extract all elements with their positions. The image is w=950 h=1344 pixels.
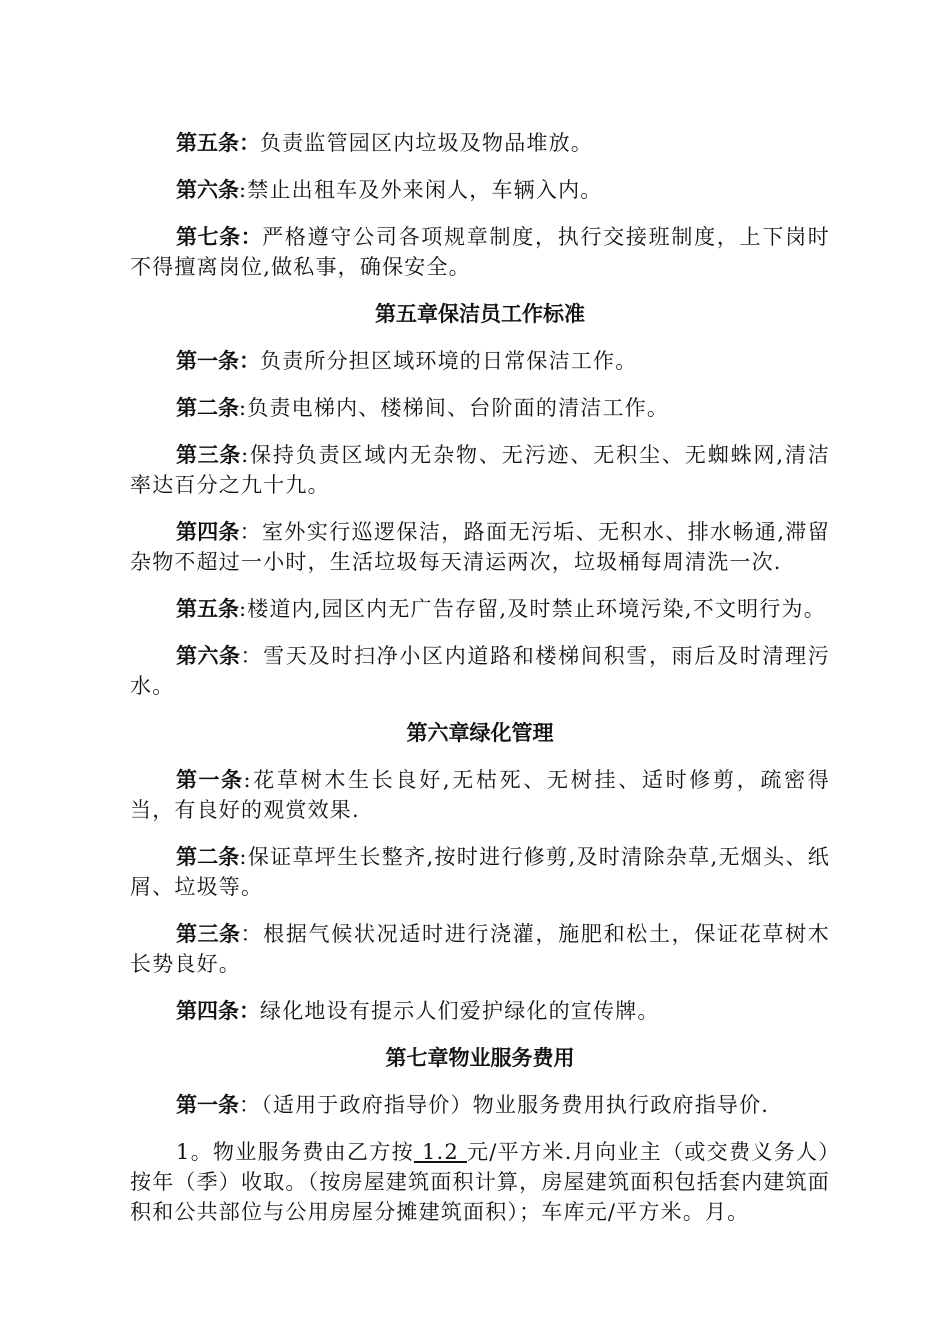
article-text: :保持负责区域内无杂物、无污迹、无积尘、无蜘蛛网,清洁率达百分之九十九。 xyxy=(130,443,831,497)
article-label: 第五条： xyxy=(176,131,260,155)
article-text: :禁止出租车及外来闲人，车辆入内。 xyxy=(239,178,603,202)
article-text: 负责监管园区内垃圾及物品堆放。 xyxy=(260,131,593,155)
article-label: 第一条： xyxy=(176,349,260,373)
article-paragraph xyxy=(130,393,830,423)
article-label: 第五条 xyxy=(176,597,239,621)
fee-paragraph xyxy=(130,1137,830,1227)
article-label: 第四条 xyxy=(176,520,240,544)
article-label: 第二条 xyxy=(176,845,240,869)
article-text: ：室外实行巡逻保洁，路面无污垢、无积水、排水畅通,滞留杂物不超过一小时，生活垃圾每天清运两次，垃圾桶每周清洗一次. xyxy=(130,520,831,574)
article-text: 负责所分担区域环境的日常保洁工作。 xyxy=(260,349,638,373)
article-paragraph xyxy=(130,641,830,701)
article-label: 第三条 xyxy=(176,443,242,467)
article-text: ：根据气候状况适时进行浇灌，施肥和松土，保证花草树木长势良好。 xyxy=(130,922,831,976)
article-label: 第六条 xyxy=(176,644,241,668)
article-label: 第六条 xyxy=(176,178,239,202)
fee-rate-value: 1.2 xyxy=(413,1140,467,1164)
article-paragraph xyxy=(130,440,830,500)
article-label: 第一条 xyxy=(176,768,244,792)
article-paragraph xyxy=(130,517,830,577)
article-label: 第七条： xyxy=(176,225,263,249)
article-paragraph xyxy=(130,346,830,376)
article-text: :楼道内,园区内无广告存留,及时禁止环境污染,不文明行为。 xyxy=(239,597,826,621)
article-text: :保证草坪生长整齐,按时进行修剪,及时清除杂草,无烟头、纸屑、垃圾等。 xyxy=(130,845,831,899)
article-label: 第三条 xyxy=(176,922,241,946)
article-text: :花草树木生长良好,无枯死、无树挂、适时修剪，疏密得当，有良好的观赏效果. xyxy=(130,768,831,822)
article-paragraph xyxy=(130,842,830,902)
article-paragraph xyxy=(130,222,830,282)
article-paragraph xyxy=(130,919,830,979)
document-body xyxy=(130,128,830,1244)
article-paragraph xyxy=(130,765,830,825)
article-paragraph xyxy=(130,175,830,205)
chapter-heading: 第六章绿化管理 xyxy=(406,721,554,745)
article-label: 第四条： xyxy=(176,999,260,1023)
article-text: ：（适用于政府指导价）物业服务费用执行政府指导价. xyxy=(239,1093,770,1117)
article-paragraph xyxy=(130,594,830,624)
article-text: :负责电梯内、楼梯间、台阶面的清洁工作。 xyxy=(239,396,670,420)
fee-text-post: 元/平方米.月向业主（或交费义务人）按年（季）收取。（按房屋建筑面积计算，房屋建筑面积包括套内建筑面积和公共部位与公用房屋分摊建筑面积）；车库元/平方米。月。 xyxy=(130,1140,831,1224)
article-paragraph xyxy=(130,996,830,1026)
article-paragraph xyxy=(130,1090,830,1120)
chapter-heading: 第五章保洁员工作标准 xyxy=(375,302,585,326)
article-label: 第二条 xyxy=(176,396,239,420)
fee-text-pre: 1。物业服务费由乙方按 xyxy=(176,1140,414,1164)
article-text: 绿化地设有提示人们爱护绿化的宣传牌。 xyxy=(260,999,660,1023)
article-label: 第一条 xyxy=(176,1093,239,1117)
article-paragraph xyxy=(130,128,830,158)
chapter-heading: 第七章物业服务费用 xyxy=(385,1046,575,1070)
article-text: 严格遵守公司各项规章制度，执行交接班制度，上下岗时不得擅离岗位,做私事，确保安全。 xyxy=(130,225,831,279)
article-text: ：雪天及时扫净小区内道路和楼梯间积雪，雨后及时清理污水。 xyxy=(130,644,831,698)
